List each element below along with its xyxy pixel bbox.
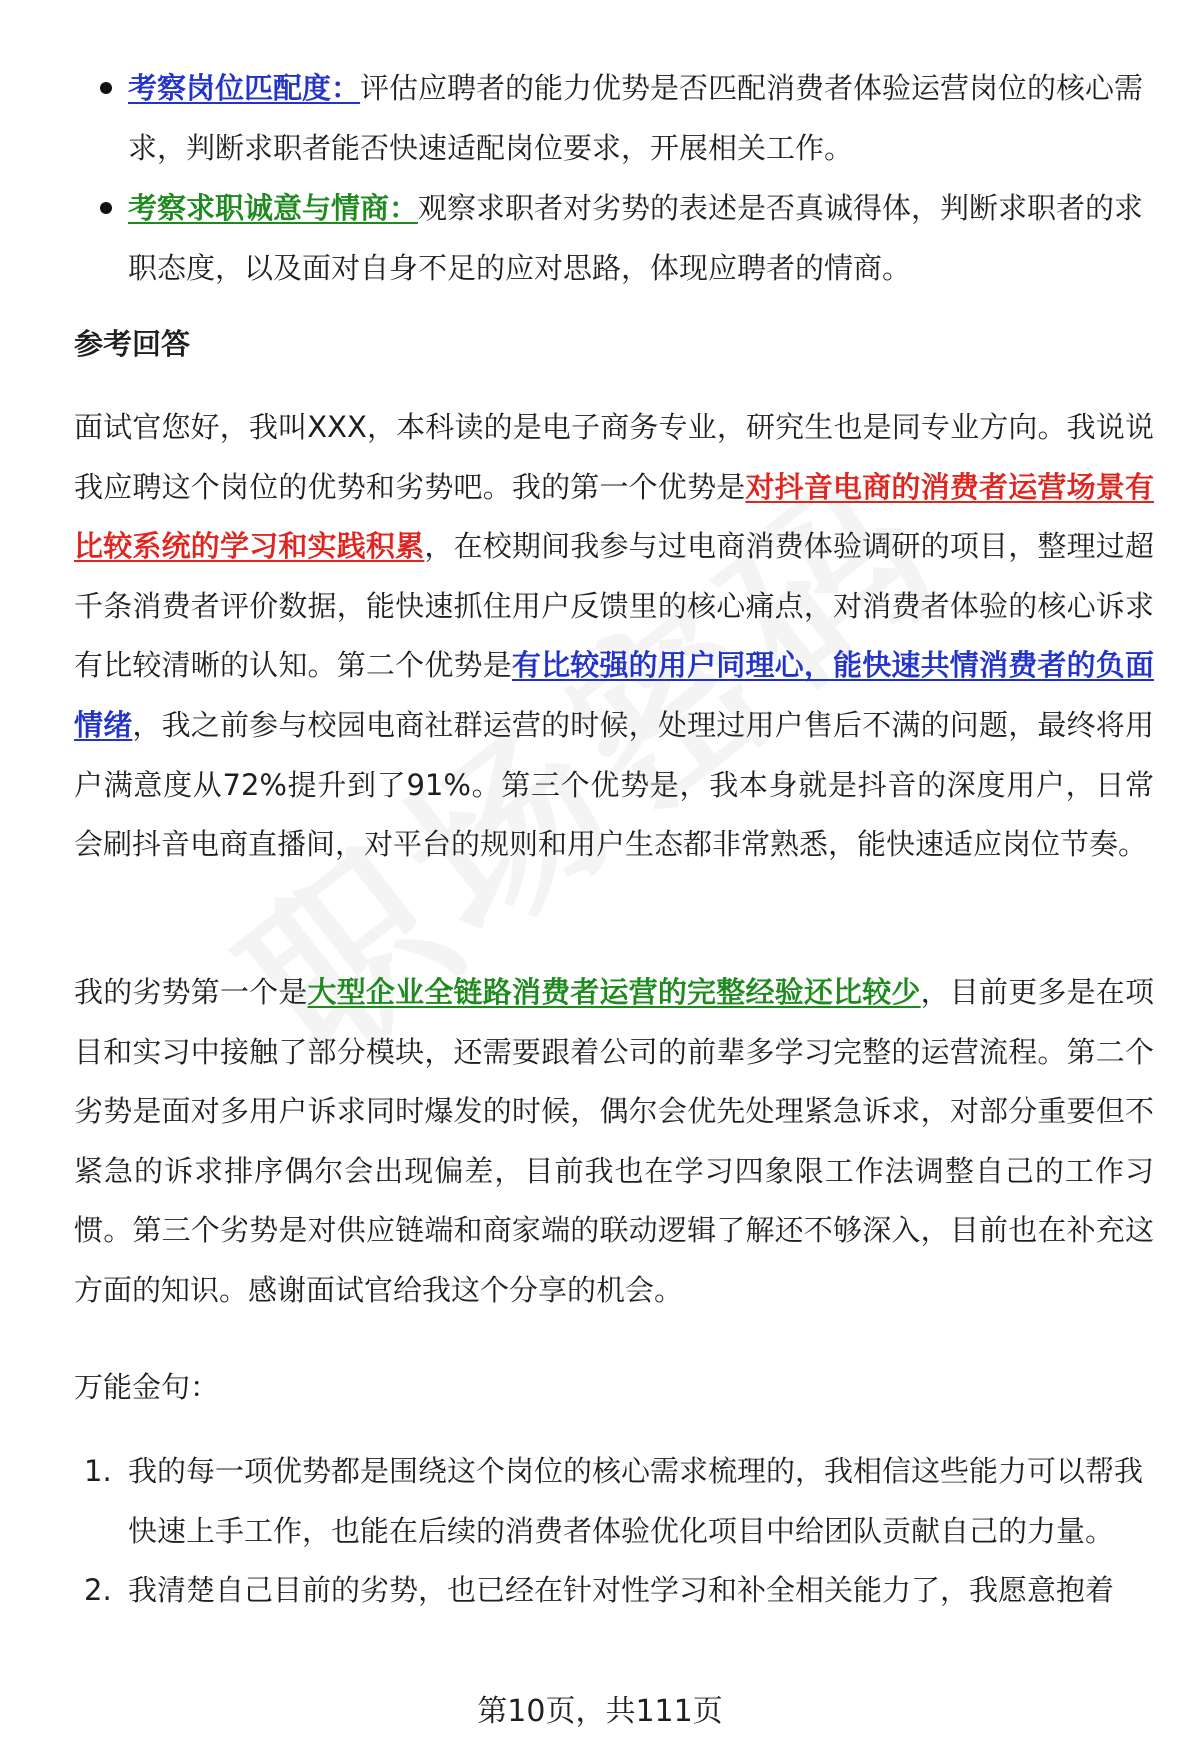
golden-sentence-heading: 万能金句： (74, 1370, 220, 1404)
golden-item-text: 我清楚自己目前的劣势，也已经在针对性学习和补全相关能力了，我愿意抱着 (128, 1573, 1115, 1608)
answer-paragraph-weaknesses (74, 963, 1154, 1321)
evaluation-bullet-list (74, 58, 1154, 298)
p1-text-1: 面试官您好，我叫XXX，本科读的是电子商务专业，研究生也是同专业方向。我说说我应聘这个岗位的优势和劣势吧。我的第一个优势是 (74, 410, 1154, 504)
answer-paragraph-strengths (74, 398, 1154, 875)
bullet-keyword-fit: 考察岗位匹配度： (128, 71, 361, 105)
bullet-text-sincerity: 观察求职者对劣势的表述是否真诚得体，判断求职者的求职态度，以及面对自身不足的应对思路，体现应聘者的情商。 (128, 191, 1144, 285)
bullet-item-sincerity (74, 178, 1154, 298)
p1-highlight-2: 有比较强的用户同理心，能快速共情消费者的负面情绪 (74, 648, 1154, 742)
page-footer: 第10页，共111页 (477, 1694, 723, 1729)
golden-item-number: 2. (84, 1573, 112, 1608)
p2-highlight-1: 大型企业全链路消费者运营的完整经验还比较少 (307, 975, 921, 1009)
p1-highlight-1: 对抖音电商的消费者运营场景有比较系统的学习和实践积累 (74, 469, 1154, 564)
golden-item (74, 1561, 1154, 1621)
reference-answer-heading: 参考回答 (74, 327, 191, 361)
p2-text-2: ，目前更多是在项目和实习中接触了部分模块，还需要跟着公司的前辈多学习完整的运营流程。第二个劣势是面对多用户诉求同时爆发的时候，偶尔会优先处理紧急诉求，对部分重要但不紧急的诉求排序偶尔会出现偏差，目前我也在学习四象限工作法调整自己的工作习惯。第三个劣势是对供应链端和商家端的联动逻辑了解还不够深入，目前也在补充这方面的知识。感谢面试官给我这个分享的机会。 (74, 975, 1154, 1307)
golden-item-number: 1. (84, 1454, 112, 1488)
golden-item (74, 1442, 1154, 1561)
p1-text-2: ，在校期间我参与过电商消费体验调研的项目，整理过超千条消费者评价数据，能快速抓住用户反馈里的核心痛点，对消费者体验的核心诉求有比较清晰的认知。第二个优势是 (74, 529, 1154, 683)
bullet-text-fit: 评估应聘者的能力优势是否匹配消费者体验运营岗位的核心需求，判断求职者能否快速适配岗位要求，开展相关工作。 (128, 71, 1144, 165)
golden-sentence-list (74, 1442, 1154, 1621)
bullet-item-fit (74, 58, 1154, 178)
golden-item-text: 我的每一项优势都是围绕这个岗位的核心需求梳理的，我相信这些能力可以帮我快速上手工作，也能在后续的消费者体验优化项目中给团队贡献自己的力量。 (128, 1454, 1144, 1548)
p1-text-3: ，我之前参与校园电商社群运营的时候，处理过用户售后不满的问题，最终将用户满意度从72%提升到了91%。第三个优势是，我本身就是抖音的深度用户，日常会刷抖音电商直播间，对平台的规则和用户生态都非常熟悉，能快速适应岗位节奏。 (74, 707, 1154, 862)
p2-text-1: 我的劣势第一个是 (74, 975, 308, 1009)
bullet-keyword-sincerity: 考察求职诚意与情商： (128, 191, 419, 225)
